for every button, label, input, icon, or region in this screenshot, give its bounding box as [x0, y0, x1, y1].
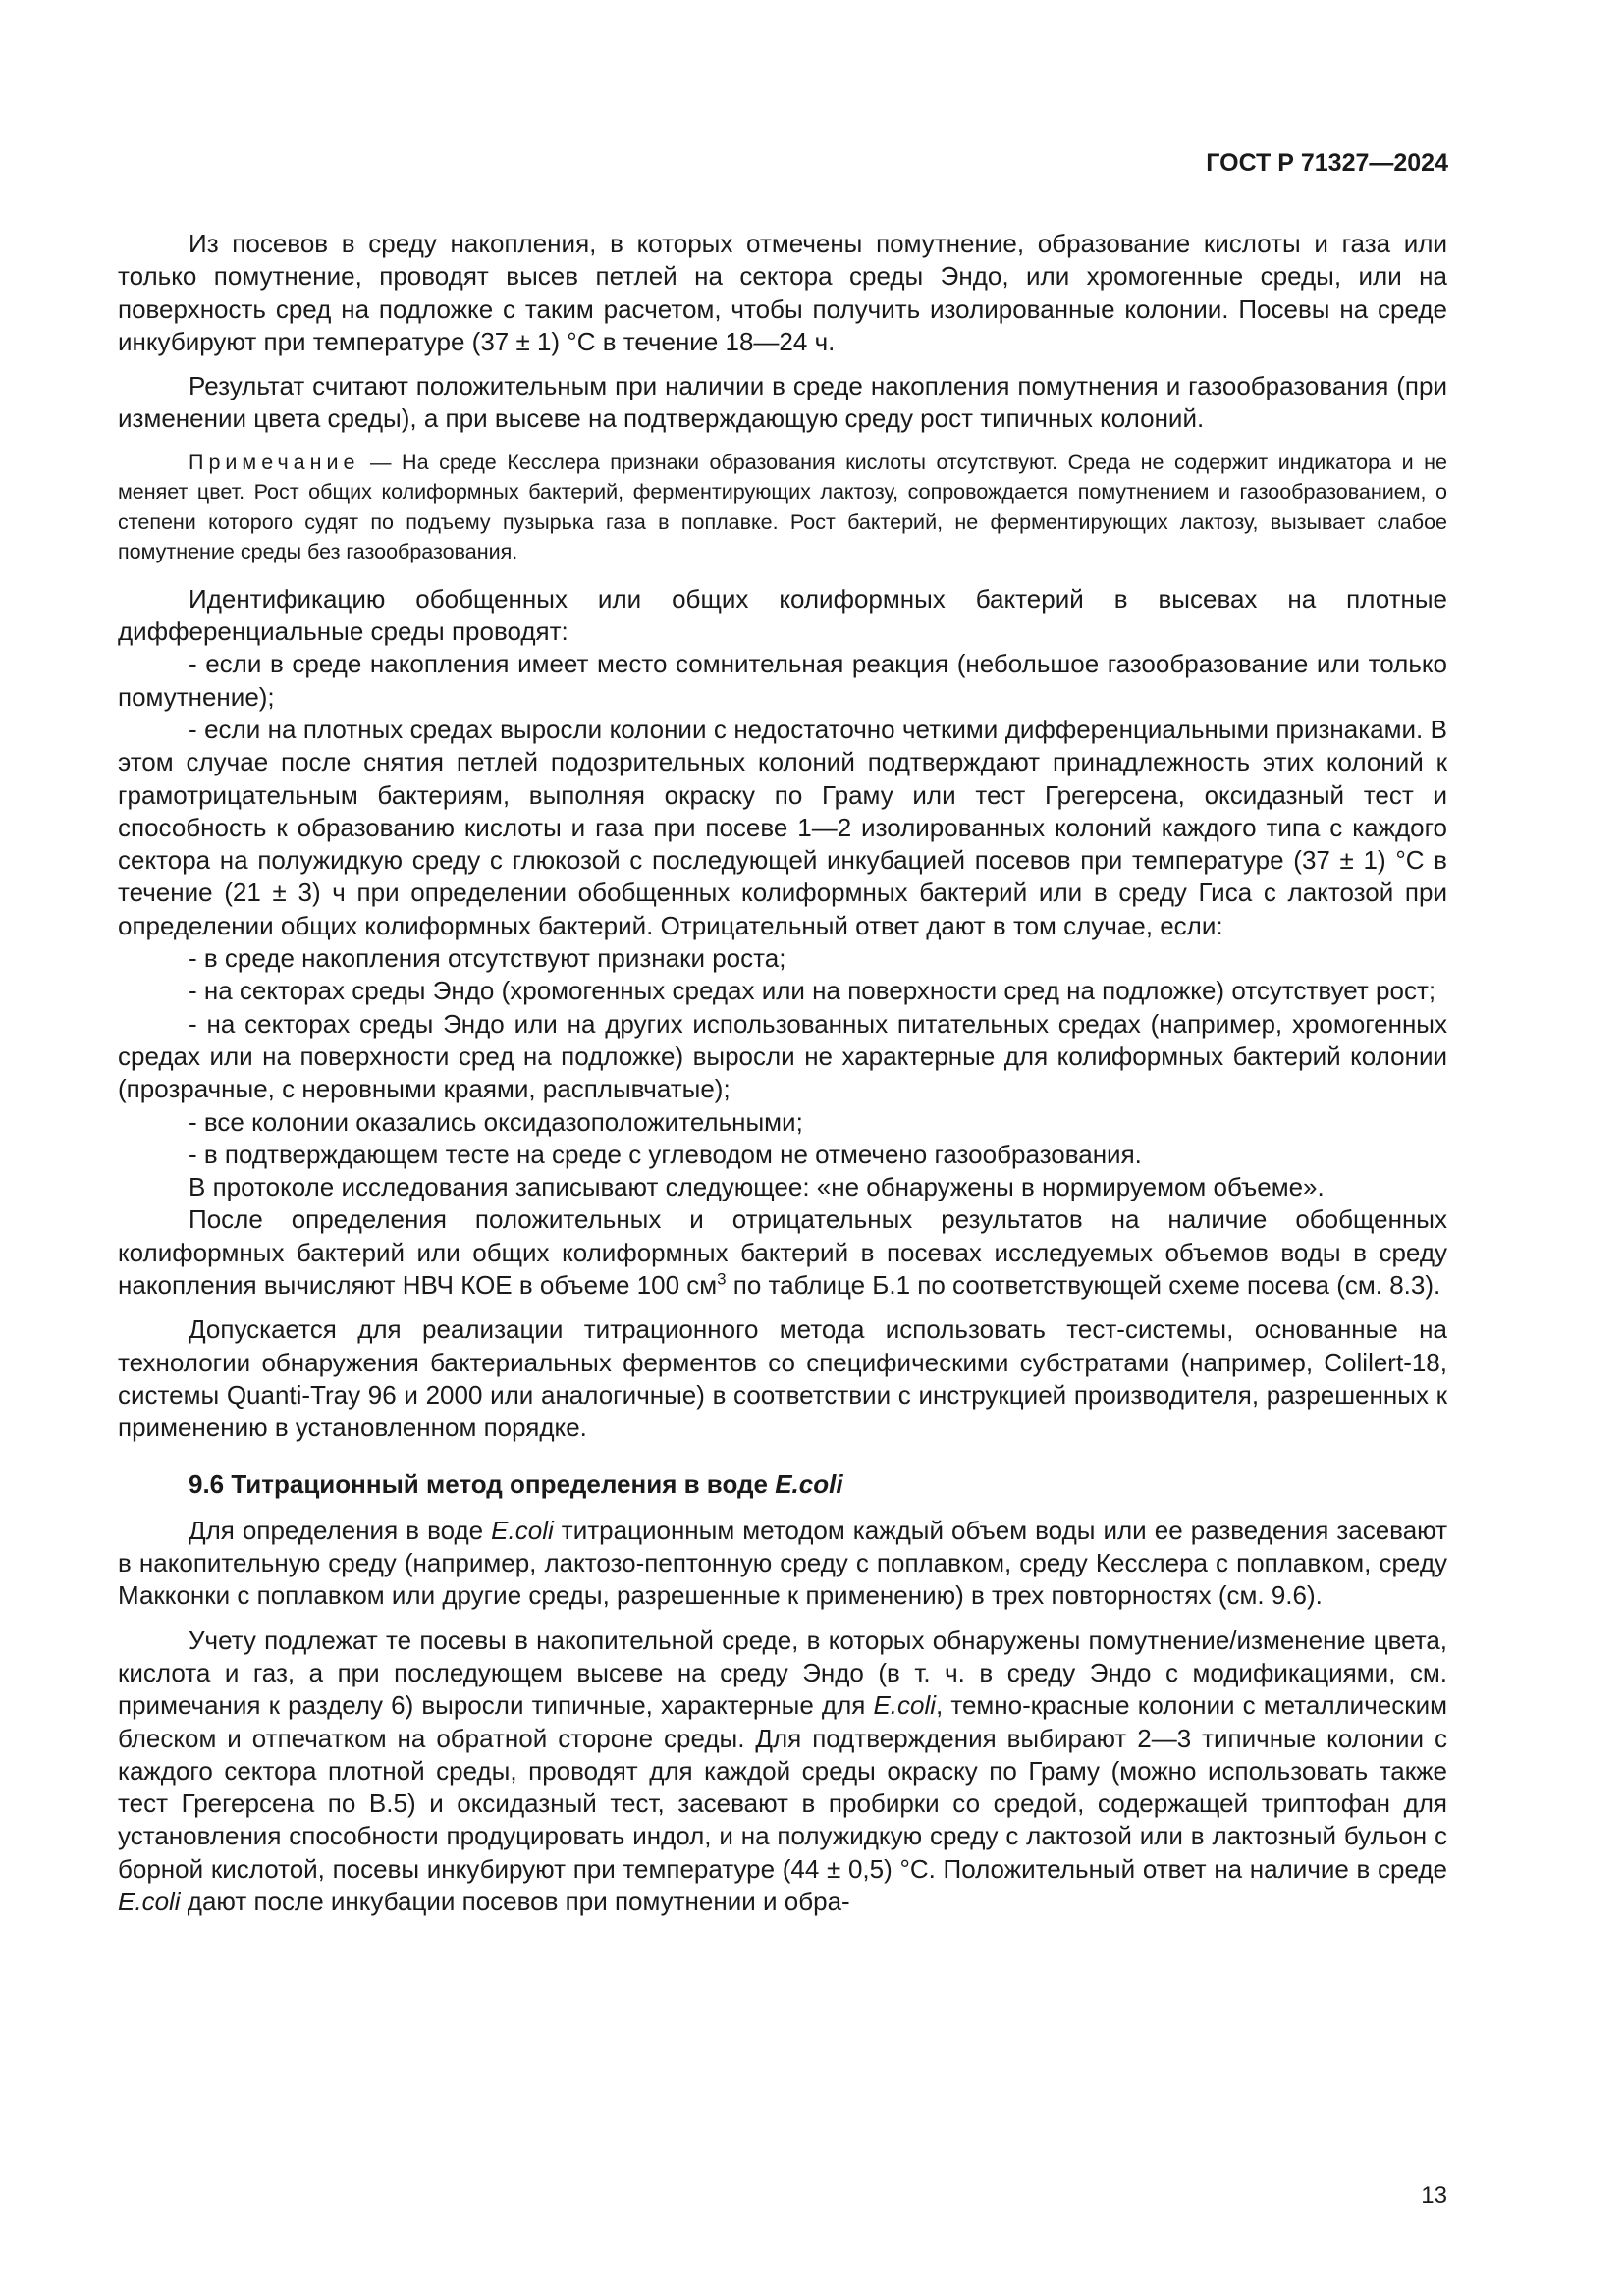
list-item: - на секторах среды Эндо или на других использованных питательных средах (например, хромогенных средах или на поверхности сред на подложке) выросли не характерные для колиформных бактерий колонии (прозрачные, с неровными краями, расплывчатые);	[118, 1008, 1447, 1104]
page-number: 13	[1421, 2182, 1447, 2209]
list-item: - в подтверждающем тесте на среде с углеводом не отмечено газообразования.	[189, 1139, 1142, 1169]
list-item: - на секторах среды Эндо (хромогенных средах или на поверхности сред на подложке) отсутствует рост;	[189, 976, 1436, 1006]
text-span: Для определения в воде	[189, 1515, 492, 1545]
list-item: - если в среде накопления имеет место сомнительная реакция (небольшое газообразование или только помутнение);	[118, 649, 1447, 712]
note-label: Примечание	[189, 450, 360, 474]
organism-name: E.coli	[118, 1887, 181, 1917]
paragraph: В протоколе исследования записывают следующее: «не обнаружены в нормируемом объеме».	[189, 1172, 1325, 1202]
paragraph-nvch	[118, 1203, 1447, 1302]
section-heading	[118, 1468, 1447, 1501]
note-text: — На среде Кесслера признаки образования кислоты отсутствуют. Среда не содержит индикатора и не меняет цвет. Рост общих колиформных бактерий, ферментирующих лактозу, сопровождается помутнением и газообразованием, о степени которого судят по подъему пузырька газа в поплавке. Рост бактерий, не ферментирующих лактозу, вызывает слабое помутнение среды без газообразования.	[118, 450, 1447, 564]
paragraph: Допускается для реализации титрационного метода использовать тест-системы, основанные на технологии обнаружения бактериальных ферментов со специфическими субстратами (например, Colilert-18, системы Quanti-Tray 96 и 2000 или аналогичные) в соответствии с инструкцией производителя, разрешенных к применению в установленном порядке.	[118, 1314, 1447, 1443]
list-item: - все колонии оказались оксидазоположительными;	[189, 1106, 803, 1137]
note	[118, 448, 1447, 567]
text-span: дают после инкубации посевов при помутнении и обра-	[180, 1887, 850, 1917]
superscript: 3	[717, 1269, 727, 1289]
paragraph: Из посевов в среду накопления, в которых отмечены помутнение, образование кислоты и газа или только помутнение, проводят высев петлей на сектора среды Эндо, или хромогенные среды, или на поверхность сред на подложке с таким расчетом, чтобы получить изолированные колонии. Посевы на среде инкубируют при температуре (37 ± 1) °С в течение 18—24 ч.	[118, 229, 1447, 356]
list-item: - если на плотных средах выросли колонии с недостаточно четкими дифференциальными признаками. В этом случае после снятия петлей подозрительных колоний подтверждают принадлежность этих колоний к грамотрицательным бактериям, выполняя окраску по Граму или тест Грегерсена, оксидазный тест и способность к образованию кислоты и газа при посеве 1—2 изолированных колоний каждого типа с каждого сектора на полужидкую среду с глюкозой с последующей инкубацией посевов при температуре (37 ± 1) °С в течение (21 ± 3) ч при определении обобщенных колиформных бактерий или в среду Гиса с лактозой при определении общих колиформных бактерий. Отрицательный ответ дают в том случае, если:	[118, 714, 1447, 940]
page-body	[118, 228, 1447, 1918]
text-span: После определения положительных и отрицательных результатов на наличие обобщенных колиформных бактерий или общих колиформных бактерий в посевах исследуемых объемов воды в среду накопления вычисляют НВЧ КОЕ в объеме 100 см	[118, 1204, 1447, 1301]
list-item: - в среде накопления отсутствуют признаки роста;	[189, 943, 786, 974]
paragraph: Идентификацию обобщенных или общих колиформных бактерий в высевах на плотные дифференциальные среды проводят:	[118, 583, 1447, 647]
text-span: Учету подлежат те посевы в накопительной среде, в которых обнаружены помутнение/изменение цвета, кислота и газ, а при последующем высеве на среду Эндо (в т. ч. в среду Эндо с модификациями, см. примечания к разделу 6) выросли типичные, характерные для	[118, 1625, 1447, 1721]
paragraph: Результат считают положительным при наличии в среде накопления помутнения и газообразования (при изменении цвета среды), а при высеве на подтверждающую среду рост типичных колоний.	[118, 371, 1447, 434]
heading-organism: E.coli	[775, 1468, 843, 1499]
heading-text: 9.6 Титрационный метод определения в воде	[189, 1468, 776, 1499]
paragraph	[118, 1515, 1447, 1613]
paragraph	[118, 1625, 1447, 1919]
document-header: ГОСТ Р 71327—2024	[1206, 149, 1448, 177]
text-span: , темно-красные колонии с металлическим блеском и отпечатком на обратной стороне среды. Для подтверждения выбирают 2—3 типичные колонии с каждого сектора плотной среды, проводят для каждой среды окраску по Граму (можно использовать также тест Грегерсена по В.5) и оксидазный тест, засевают в пробирки со средой, содержащей триптофан для установления способности продуцировать индол, и на полужидкую среду с лактозой или в лактозный бульон с борной кислотой, посевы инкубируют при температуре (44 ± 0,5) °С. Положительный ответ на наличие в среде	[118, 1690, 1447, 1884]
organism-name: E.coli	[873, 1690, 937, 1721]
text-span: по таблице Б.1 по соответствующей схеме посева (см. 8.3).	[726, 1270, 1441, 1301]
text-span: титрационным методом каждый объем воды или ее разведения засевают в накопительную среду (например, лактозо-пептонную среду с поплавком, среду Кесслера с поплавком, среду Макконки с поплавком или другие среды, разрешенные к применению) в трех повторностях (см. 9.6).	[118, 1515, 1447, 1611]
organism-name: E.coli	[491, 1515, 554, 1545]
